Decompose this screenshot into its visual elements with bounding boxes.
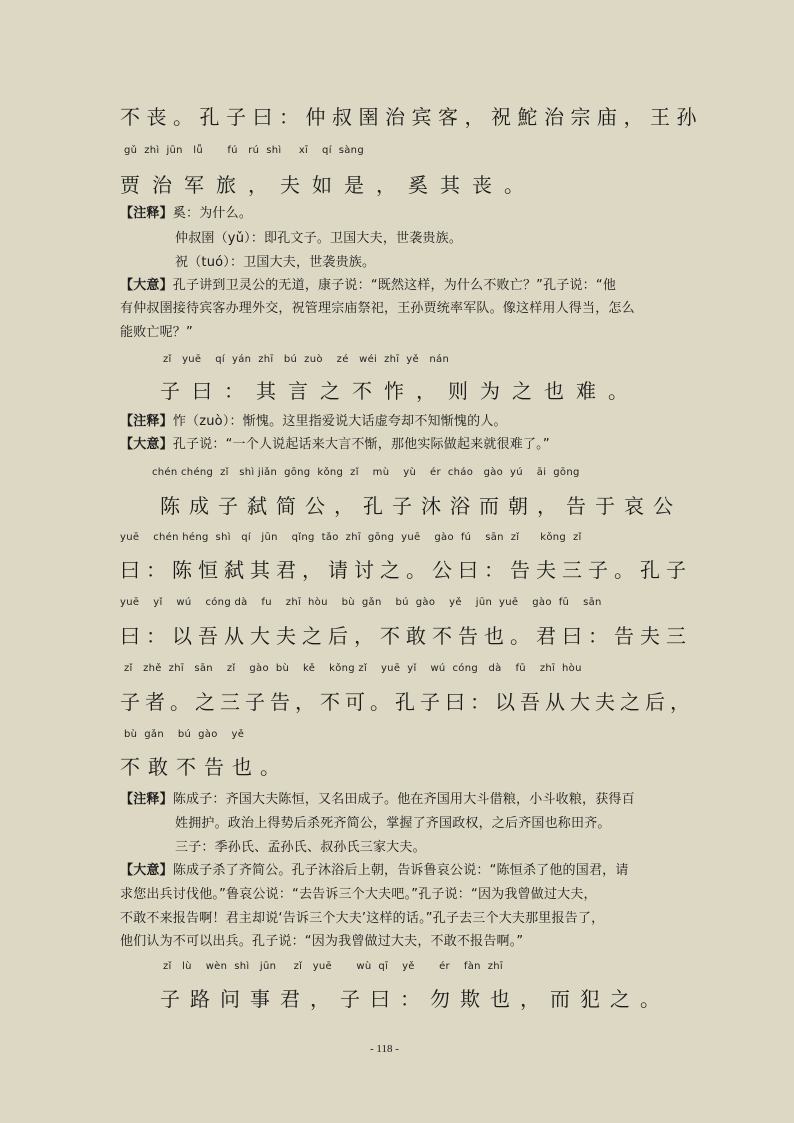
- annotation-text: 姓拥护。政治上得势后杀死齐简公，掌握了齐国政权，之后齐国也称田齐。: [175, 816, 611, 831]
- classic-text-line: 子者。之三子告，不可。孔子曰：以吾从大夫之后，: [120, 690, 695, 714]
- classic-text-line: 贾治军旅，夫如是，奚其丧。: [120, 173, 536, 197]
- pinyin-line: zǐ yuē qí yán zhī bú zuò zé wéi zhī yě nán: [163, 354, 450, 365]
- annotation-tag: 【注释】: [120, 414, 173, 429]
- annotation-tag: 【注释】: [120, 206, 173, 221]
- annotation-text: 祝（tuó）：卫国大夫，世袭贵族。: [175, 255, 376, 270]
- annotation-text: 仲叔圉（yǔ）：即孔文子。卫国大夫，世袭贵族。: [175, 231, 463, 246]
- page-number: - 118 -: [370, 1043, 399, 1055]
- annotation-tag: 【注释】: [120, 792, 173, 807]
- classic-text-line: 不丧。孔子曰：仲叔圉治宾客，祝鮀治宗庙，王孙: [120, 105, 703, 129]
- classic-text-line: 不敢不告也。: [120, 755, 288, 779]
- pinyin-line: gǔ zhì jūn lǚ fú rú shì xī qí sàng: [124, 145, 364, 156]
- meaning-text: 求您出兵讨伐他。”鲁哀公说：“去告诉三个大夫吧。”孔子说：“因为我曾做过大夫，: [120, 887, 597, 902]
- classic-text-line: 子曰：其言之不怍，则为之也难。: [160, 379, 640, 403]
- meaning-tag: 【大意】: [120, 437, 173, 452]
- meaning-text: 孔子说：“一个人说起话来大言不惭，那他实际做起来就很难了。”: [172, 437, 550, 452]
- meaning-text: 能败亡呢？”: [120, 325, 193, 340]
- meaning-text: 孔子讲到卫灵公的无道，康子说：“既然这样，为什么不败亡？”孔子说：“他: [172, 278, 617, 293]
- pinyin-line: yuē yǐ wú cóng dà fu zhī hòu bù gǎn bú gào yě jūn yuē gào fū sān: [120, 597, 602, 608]
- meaning-tag: 【大意】: [120, 863, 173, 878]
- classic-text-line: 陈成子弑简公，孔子沐浴而朝，告于哀公: [160, 494, 682, 518]
- meaning-text: 陈成子杀了齐简公。孔子沐浴后上朝，告诉鲁哀公说：“陈恒杀了他的国君，请: [172, 863, 629, 878]
- pinyin-line: zǐ zhě zhī sān zǐ gào bù kě kǒng zǐ yuē yǐ wú cóng dà fū zhī hòu: [124, 663, 582, 674]
- pinyin-line: yuē chén héng shì qí jūn qǐng tǎo zhī gōng yuē gào fú sān zǐ kǒng zǐ: [120, 532, 582, 543]
- annotation-text: 三子：季孙氏、孟孙氏、叔孙氏三家大夫。: [175, 840, 426, 855]
- classic-text-line: 曰：陈恒弑其君，请讨之。公曰：告夫三子。孔子: [120, 558, 692, 582]
- annotation-text: 陈成子：齐国大夫陈恒，又名田成子。他在齐国用大斗借粮，小斗收粮，获得百: [172, 792, 635, 807]
- meaning-text: 他们认为不可以出兵。孔子说：“因为我曾做过大夫，不敢不报告啊。”: [120, 934, 524, 949]
- classic-text-line: 曰：以吾从大夫之后，不敢不告也。君曰：告夫三: [120, 624, 692, 648]
- meaning-text: 有仲叔圉接待宾客办理外交，祝管理宗庙祭祀，王孙贾统率军队。像这样用人得当，怎么: [120, 301, 635, 316]
- classic-text-line: 子路问事君，子曰：勿欺也，而犯之。: [160, 987, 670, 1011]
- meaning-text: 不敢不来报告啊！君主却说‘告诉三个大夫’这样的话。”孔子去三个大夫那里报告了，: [120, 911, 605, 926]
- annotation-text: 奚：为什么。: [172, 206, 253, 221]
- pinyin-line: zǐ lù wèn shì jūn zǐ yuē wù qī yě ér fàn zhī: [163, 961, 503, 972]
- pinyin-line: bù gǎn bú gào yě: [124, 729, 245, 740]
- meaning-tag: 【大意】: [120, 278, 173, 293]
- pinyin-line: chén chéng zǐ shì jiǎn gōng kǒng zǐ mù yù ér cháo gào yú āi gōng: [152, 467, 580, 478]
- annotation-text: 怍（zuò）：惭愧。这里指爱说大话虚夸却不知惭愧的人。: [172, 414, 507, 429]
